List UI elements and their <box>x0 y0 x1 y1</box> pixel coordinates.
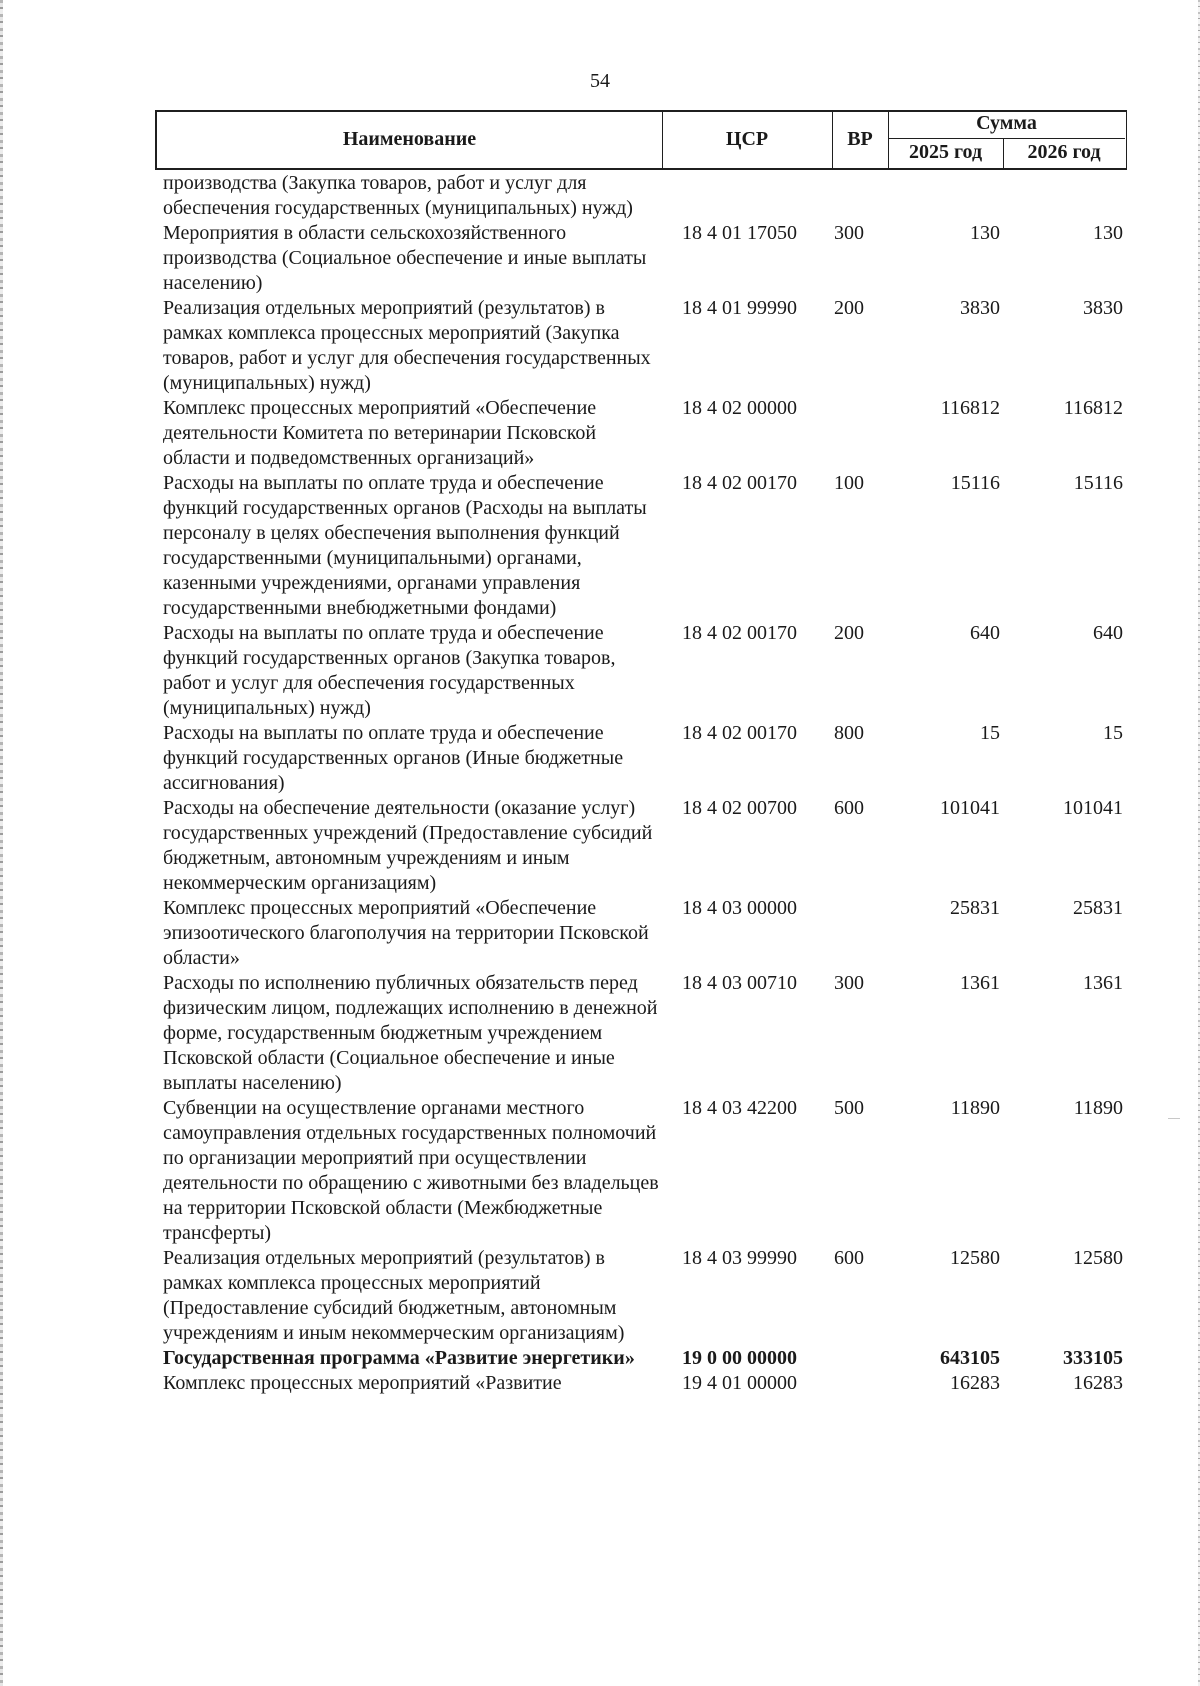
row-name: Реализация отдельных мероприятий (результатов) в рамках комплекса процессных мероприятий (Закупка товаров, работ и услуг для обеспечения государственных (муниципальных) нужд) <box>163 297 651 394</box>
row-name: Расходы на выплаты по оплате труда и обеспечение функций государственных органов (Расходы на выплаты персоналу в целях обеспечения выполнения функций государственными (муниципальными) органами, казенными учреждениями, органами управления государственными внебюджетными фондами) <box>163 472 647 619</box>
row-amount-2025: 12580 <box>950 1247 1000 1269</box>
row-vr: 800 <box>834 722 864 744</box>
row-vr: 500 <box>834 1097 864 1119</box>
row-amount-2025: 101041 <box>940 797 1000 819</box>
row-amount-2026: 1361 <box>1083 972 1123 994</box>
row-csr: 18 4 03 00710 <box>682 972 797 994</box>
row-vr: 100 <box>834 472 864 494</box>
row-name: Комплекс процессных мероприятий «Обеспечение эпизоотического благополучия на территории Псковской области» <box>163 897 649 969</box>
table-body <box>163 171 1123 1396</box>
row-csr: 18 4 01 17050 <box>682 222 797 244</box>
row-vr: 300 <box>834 222 864 244</box>
header-vr: ВР <box>847 128 873 150</box>
header-year-2025: 2025 год <box>908 141 983 163</box>
row-csr: 18 4 01 99990 <box>682 297 797 319</box>
row-amount-2026: 3830 <box>1083 297 1123 319</box>
header-year-2026: 2026 год <box>1027 141 1101 163</box>
row-amount-2026: 101041 <box>1063 797 1123 819</box>
table-row <box>163 1371 1123 1396</box>
page-number: 54 <box>590 70 610 92</box>
row-name: производства (Закупка товаров, работ и услуг для обеспечения государственных (муниципальных) нужд) <box>163 172 633 219</box>
row-vr: 200 <box>834 297 864 319</box>
table-row <box>163 1096 1123 1246</box>
row-amount-2025: 116812 <box>940 397 1000 419</box>
row-csr: 19 4 01 00000 <box>682 1372 797 1394</box>
row-name: Комплекс процессных мероприятий «Обеспечение деятельности Комитета по ветеринарии Псковской области и подведомственных организаций» <box>163 397 597 469</box>
row-name: Реализация отдельных мероприятий (результатов) в рамках комплекса процессных мероприятий (Предоставление субсидий бюджетным, автономным учреждениям и иным некоммерческим организациям) <box>163 1247 625 1344</box>
row-name: Мероприятия в области сельскохозяйственного производства (Социальное обеспечение и иные выплаты населению) <box>163 222 647 294</box>
row-name: Расходы на выплаты по оплате труда и обеспечение функций государственных органов (Закупка товаров, работ и услуг для обеспечения государственных (муниципальных) нужд) <box>163 622 616 719</box>
table-row <box>163 796 1123 896</box>
row-csr: 18 4 02 00700 <box>682 797 797 819</box>
row-csr: 18 4 03 00000 <box>682 897 797 919</box>
row-amount-2026: 12580 <box>1073 1247 1123 1269</box>
table-row <box>163 896 1123 971</box>
row-amount-2025: 1361 <box>960 972 1000 994</box>
header-name: Наименование <box>342 128 477 150</box>
row-amount-2026: 16283 <box>1073 1372 1123 1394</box>
row-amount-2026: 333105 <box>1063 1347 1123 1369</box>
table-row <box>163 396 1123 471</box>
row-amount-2026: 130 <box>1093 222 1123 244</box>
row-amount-2026: 15116 <box>1073 472 1123 494</box>
row-name: Расходы на выплаты по оплате труда и обеспечение функций государственных органов (Иные бюджетные ассигнования) <box>163 722 624 794</box>
row-amount-2025: 15 <box>980 722 1000 744</box>
row-amount-2025: 16283 <box>950 1372 1000 1394</box>
row-amount-2026: 25831 <box>1073 897 1123 919</box>
table-row <box>163 471 1123 621</box>
header-sum: Сумма <box>976 112 1037 134</box>
row-name: Расходы на обеспечение деятельности (оказание услуг) государственных учреждений (Предоставление субсидий бюджетным, автономным учреждениям и иным некоммерческим организациям) <box>163 797 653 894</box>
row-csr: 19 0 00 00000 <box>682 1347 797 1369</box>
row-csr: 18 4 03 99990 <box>682 1247 797 1269</box>
row-vr: 600 <box>834 797 864 819</box>
table-row <box>163 221 1123 296</box>
row-amount-2025: 25831 <box>950 897 1000 919</box>
row-amount-2026: 116812 <box>1063 397 1123 419</box>
row-csr: 18 4 03 42200 <box>682 1097 797 1119</box>
row-csr: 18 4 02 00170 <box>682 622 797 644</box>
table-row <box>163 1346 1123 1371</box>
row-amount-2026: 11890 <box>1073 1097 1123 1119</box>
row-amount-2025: 3830 <box>960 297 1000 319</box>
scan-edge-left <box>0 0 3 1686</box>
row-csr: 18 4 02 00170 <box>682 722 797 744</box>
row-csr: 18 4 02 00170 <box>682 472 797 494</box>
row-amount-2025: 640 <box>970 622 1000 644</box>
table-row <box>163 971 1123 1096</box>
row-amount-2026: 15 <box>1103 722 1123 744</box>
row-name: Государственная программа «Развитие энергетики» <box>163 1347 635 1369</box>
table-row <box>163 296 1123 396</box>
row-vr: 600 <box>834 1247 864 1269</box>
row-vr: 200 <box>834 622 864 644</box>
row-name: Комплекс процессных мероприятий «Развитие <box>163 1372 562 1394</box>
scan-mark <box>1168 1118 1180 1119</box>
row-vr: 300 <box>834 972 864 994</box>
table-row <box>163 171 1123 221</box>
row-name: Расходы по исполнению публичных обязательств перед физическим лицом, подлежащих исполнению в денежной форме, государственным бюджетным учреждением Псковской области (Социальное обеспечение и иные выплаты населению) <box>163 972 658 1094</box>
row-amount-2025: 11890 <box>950 1097 1000 1119</box>
header-sum-divider <box>888 138 1125 139</box>
row-amount-2025: 130 <box>970 222 1000 244</box>
row-csr: 18 4 02 00000 <box>682 397 797 419</box>
header-csr: ЦСР <box>725 128 769 150</box>
row-name: Субвенции на осуществление органами местного самоуправления отдельных государственных полномочий по организации мероприятий при осуществлении деятельности по обращению с животными без владельцев на территории Псковской области (Межбюджетные трансферты) <box>163 1097 659 1244</box>
table-row <box>163 721 1123 796</box>
table-row <box>163 621 1123 721</box>
table-row <box>163 1246 1123 1346</box>
row-amount-2025: 643105 <box>940 1347 1000 1369</box>
table-header <box>155 110 1127 170</box>
row-amount-2025: 15116 <box>950 472 1000 494</box>
row-amount-2026: 640 <box>1093 622 1123 644</box>
